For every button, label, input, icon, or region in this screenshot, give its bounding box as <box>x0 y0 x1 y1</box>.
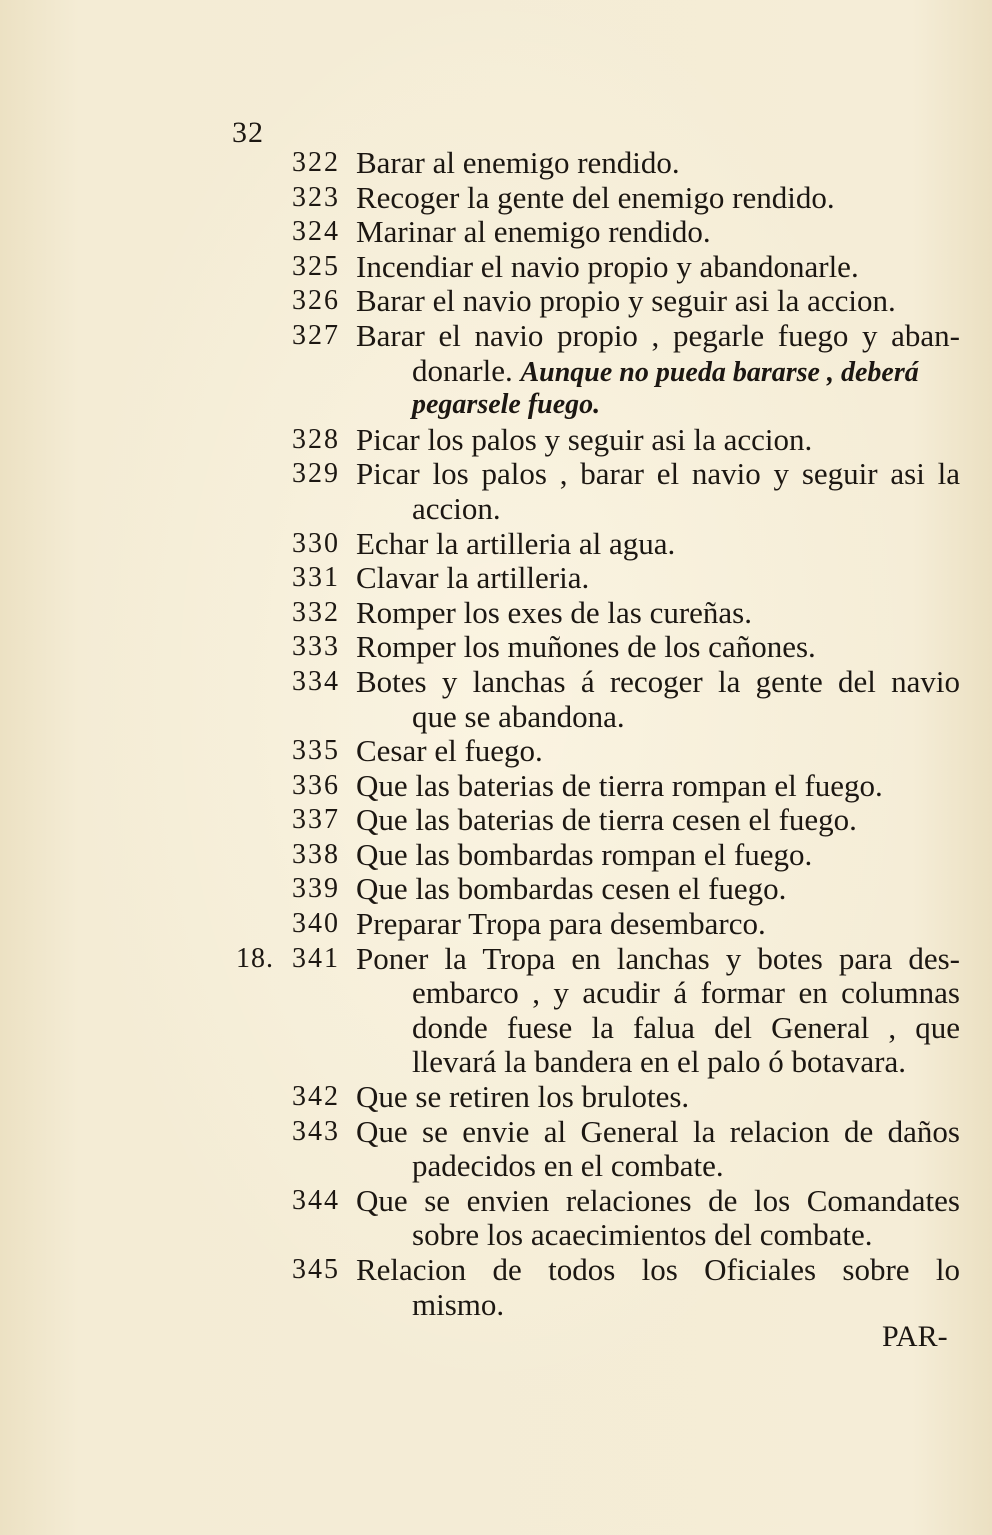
list-item <box>0 527 992 562</box>
list-item <box>0 284 992 319</box>
list-item <box>0 1080 992 1115</box>
list-item <box>0 630 992 665</box>
signal-text: Barar el navio propio y seguir asi la accion. <box>356 283 896 319</box>
signal-number: 331 <box>292 562 340 594</box>
signal-number: 333 <box>292 631 340 663</box>
signal-text-continuation: accion. <box>412 490 501 526</box>
list-item <box>0 215 992 250</box>
signal-text-continuation: padecidos en el combate. <box>412 1148 724 1184</box>
signal-text: Que las bombardas cesen el fuego. <box>356 871 787 907</box>
list-item <box>0 665 992 734</box>
signal-text: Relacion de todos los Oficiales sobre lo <box>356 1252 960 1287</box>
signal-text: Incendiar el navio propio y abandonarle. <box>356 248 859 284</box>
signal-text-continuation-plain: donarle. <box>412 352 513 388</box>
list-item <box>0 319 992 423</box>
signal-number: 337 <box>292 804 340 836</box>
catchword: PAR- <box>882 1320 948 1353</box>
signal-number: 341 <box>292 942 340 974</box>
list-item <box>0 561 992 596</box>
signal-text: Cesar el fuego. <box>356 733 543 769</box>
list-item <box>0 1253 992 1322</box>
signal-number: 342 <box>292 1081 340 1113</box>
list-item <box>0 907 992 942</box>
list-item <box>0 734 992 769</box>
signal-text: Botes y lanchas á recoger la gente del navio <box>356 663 960 699</box>
signal-text: Preparar Tropa para desembarco. <box>356 906 766 942</box>
list-item <box>0 250 992 285</box>
signal-text-continuation: llevará la bandera en el palo ó botavara. <box>412 1044 907 1080</box>
margin-note: 18. <box>236 942 274 974</box>
signal-text-continuation: embarco , y acudir á formar en columnas <box>412 975 960 1011</box>
signal-number: 340 <box>292 908 340 940</box>
signal-number: 326 <box>292 285 340 317</box>
signal-number: 327 <box>292 319 340 351</box>
signal-text: Que las bombardas rompan el fuego. <box>356 836 813 872</box>
list-item <box>0 1184 992 1253</box>
signal-number: 338 <box>292 838 340 870</box>
signal-text-continuation: que se abandona. <box>412 698 625 734</box>
signal-number: 334 <box>292 665 340 697</box>
signal-text: Clavar la artilleria. <box>356 560 590 596</box>
list-item <box>0 146 992 181</box>
signal-text: Recoger la gente del enemigo rendido. <box>356 179 835 215</box>
list-item <box>0 457 992 526</box>
signal-number: 344 <box>292 1184 340 1216</box>
signal-text-continuation: sobre los acaecimientos del combate. <box>412 1217 873 1253</box>
signal-number: 345 <box>292 1254 340 1285</box>
list-item <box>0 769 992 804</box>
signal-text: Que las baterias de tierra cesen el fuego. <box>356 802 857 838</box>
page-number: 32 <box>232 116 264 149</box>
signal-text: Que se envien relaciones de los Comandates <box>356 1182 960 1218</box>
signal-number: 324 <box>292 216 340 248</box>
signal-text: Que se retiren los brulotes. <box>356 1079 690 1115</box>
signal-number: 325 <box>292 250 340 282</box>
signal-number: 336 <box>292 769 340 801</box>
signal-text: Que se envie al General la relacion de daños <box>356 1113 960 1149</box>
signal-note-italic: pegarsele fuego. <box>412 389 601 421</box>
signal-text: Marinar al enemigo rendido. <box>356 214 711 250</box>
signal-note-italic: Aunque no pueda bararse , deberá <box>520 356 919 388</box>
signal-number: 329 <box>292 458 340 490</box>
signal-text: Barar al enemigo rendido. <box>356 145 680 180</box>
signal-text: Poner la Tropa en lanchas y botes para des- <box>356 940 960 976</box>
signal-number: 323 <box>292 181 340 213</box>
signal-text-continuation: donde fuese la falua del General , que <box>412 1009 960 1045</box>
list-item <box>0 942 992 1080</box>
list-item <box>0 838 992 873</box>
list-item <box>0 872 992 907</box>
signal-number: 343 <box>292 1115 340 1147</box>
list-item <box>0 181 992 216</box>
signal-number: 332 <box>292 596 340 628</box>
signal-number: 339 <box>292 873 340 905</box>
signal-text: Barar el navio propio , pegarle fuego y aban- <box>356 317 960 353</box>
signal-text-continuation: mismo. <box>412 1286 505 1322</box>
list-item <box>0 423 992 458</box>
signal-list <box>0 146 992 1322</box>
signal-text: Picar los palos , barar el navio y seguir asi la <box>356 456 960 492</box>
signal-number: 330 <box>292 527 340 559</box>
signal-text-continuation <box>412 354 919 391</box>
list-item <box>0 596 992 631</box>
signal-text: Romper los muñones de los cañones. <box>356 629 816 665</box>
signal-number: 328 <box>292 423 340 455</box>
signal-text: Romper los exes de las cureñas. <box>356 594 752 630</box>
list-item <box>0 803 992 838</box>
signal-text: Picar los palos y seguir asi la accion. <box>356 421 813 457</box>
signal-text: Que las baterias de tierra rompan el fuego. <box>356 767 883 803</box>
signal-number: 322 <box>292 147 340 178</box>
list-item <box>0 1115 992 1184</box>
signal-number: 335 <box>292 735 340 767</box>
signal-text: Echar la artilleria al agua. <box>356 525 676 561</box>
